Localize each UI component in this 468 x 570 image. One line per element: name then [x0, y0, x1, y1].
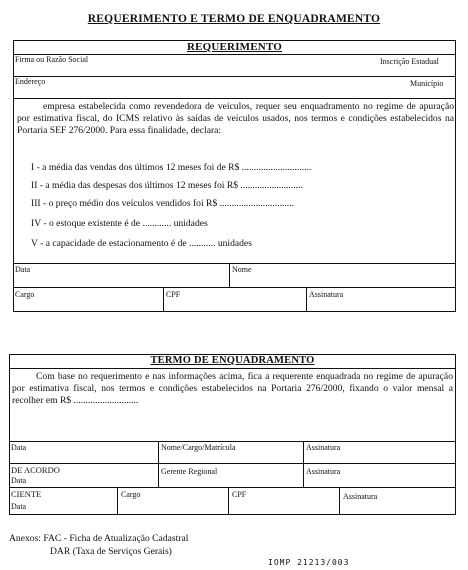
req-assinatura-field[interactable] [309, 298, 453, 310]
termo-row3-col1 [117, 487, 118, 515]
gerente-regional-field[interactable] [161, 475, 300, 486]
termo-title: TERMO DE ENQUADRAMENTO [150, 355, 315, 366]
firma-field[interactable] [15, 63, 375, 75]
firma-label: Firma ou Razão Social [15, 55, 89, 64]
termo-nome-cargo-label: Nome/Cargo/Matrícula [161, 443, 236, 452]
req-data-field[interactable] [15, 272, 225, 285]
de-acordo-assinatura-field[interactable] [306, 475, 453, 486]
de-acordo-data-field[interactable] [30, 475, 154, 486]
main-title: REQUERIMENTO E TERMO DE ENQUADRAMENTO [87, 13, 381, 25]
sign-divider-cpf [163, 287, 164, 312]
termo-row3-col3 [339, 487, 340, 515]
termo-data-field[interactable] [11, 451, 154, 462]
termo-assinatura-field[interactable] [306, 451, 453, 462]
endereco-field[interactable] [15, 86, 405, 98]
req-assinatura-label: Assinatura [309, 290, 344, 299]
req-data-label: Data [15, 265, 31, 274]
ciente-cargo-label: Cargo [121, 490, 141, 499]
req-cargo-field[interactable] [15, 298, 159, 310]
inscricao-label: Inscrição Estadual [380, 57, 439, 66]
item-estoque: IV - o estoque existente é de ............ unidades [31, 218, 208, 229]
termo-assinatura-label: Assinatura [306, 443, 341, 452]
termo-nome-cargo-field[interactable] [161, 451, 300, 462]
ciente-cpf-label: CPF [232, 490, 247, 499]
gerente-regional-label: Gerente Regional [161, 467, 218, 476]
termo-body: Com base no requerimento e nas informações acima, fica a requerente enquadrada no regime de apuração por estimativa fiscal, nos termos e condições estabelecidos na Portaria 276/2000, fixando o valor mensal a recolher em R$ ........................... [12, 371, 453, 406]
sign-divider-assinatura [306, 287, 307, 312]
de-acordo-assinatura-label: Assinatura [306, 467, 341, 476]
item-media-despesas: II - a média das despesas dos últimos 12 meses foi R$ .......................... [31, 180, 303, 191]
termo-data-label: Data [11, 443, 27, 452]
item-preco-medio: III - o preço médio dos veículos vendidos foi R$ ............................... [31, 198, 294, 209]
termo-row1-col2 [303, 441, 304, 463]
ciente-label: CIENTE [11, 489, 42, 499]
ciente-cargo-field[interactable] [121, 499, 224, 511]
ciente-data-label: Data [11, 502, 27, 511]
requerimento-body: empresa estabelecida como revendedora de veículos, requer seu enquadramento no regime de apuração por estimativa fiscal, do ICMS relativo às saídas de veículos usados, nos termos e condições estabelecidos na Portaria SEF 276/2000. Para essa finalidade, declara: [17, 101, 454, 136]
termo-title-divider [9, 368, 456, 369]
termo-row2-divider [9, 463, 456, 464]
req-nome-label: Nome [232, 265, 252, 274]
termo-row1-col1 [158, 441, 159, 463]
firma-divider [13, 76, 456, 77]
ciente-assinatura-field[interactable] [343, 501, 453, 513]
termo-row1-divider [9, 441, 456, 442]
item-media-vendas: I - a média das vendas dos últimos 12 meses foi de R$ ............................. [31, 162, 312, 173]
sign-mid-divider [13, 287, 456, 288]
req-cpf-label: CPF [166, 290, 181, 299]
requerimento-title: REQUERIMENTO [186, 41, 283, 53]
termo-row2-col1 [158, 463, 159, 487]
de-acordo-data-label: Data [11, 476, 27, 485]
req-nome-field[interactable] [232, 272, 452, 285]
req-cargo-label: Cargo [15, 290, 35, 299]
ciente-data-field[interactable] [30, 501, 113, 512]
sign-divider-nome [229, 263, 230, 287]
sign-top-divider [13, 263, 456, 264]
termo-row2-col2 [303, 463, 304, 487]
de-acordo-label: DE ACORDO [11, 465, 60, 475]
endereco-divider [13, 98, 456, 99]
endereco-label: Endereço [15, 77, 46, 86]
req-cpf-field[interactable] [166, 298, 302, 310]
termo-row3-col2 [228, 487, 229, 515]
ciente-cpf-field[interactable] [232, 499, 335, 511]
item-estacionamento: V - a capacidade de estacionamento é de ........... unidades [31, 238, 252, 249]
municipio-label: Município [410, 79, 444, 88]
form-code: IOMP 21213/003 [268, 558, 350, 567]
termo-row3-divider [9, 487, 456, 488]
anexos-line-2: DAR (Taxa de Serviços Gerais) [50, 546, 172, 557]
anexos-line-1: Anexos: FAC - Ficha de Atualização Cadastral [9, 533, 189, 544]
ciente-assinatura-label: Assinatura [343, 492, 378, 501]
